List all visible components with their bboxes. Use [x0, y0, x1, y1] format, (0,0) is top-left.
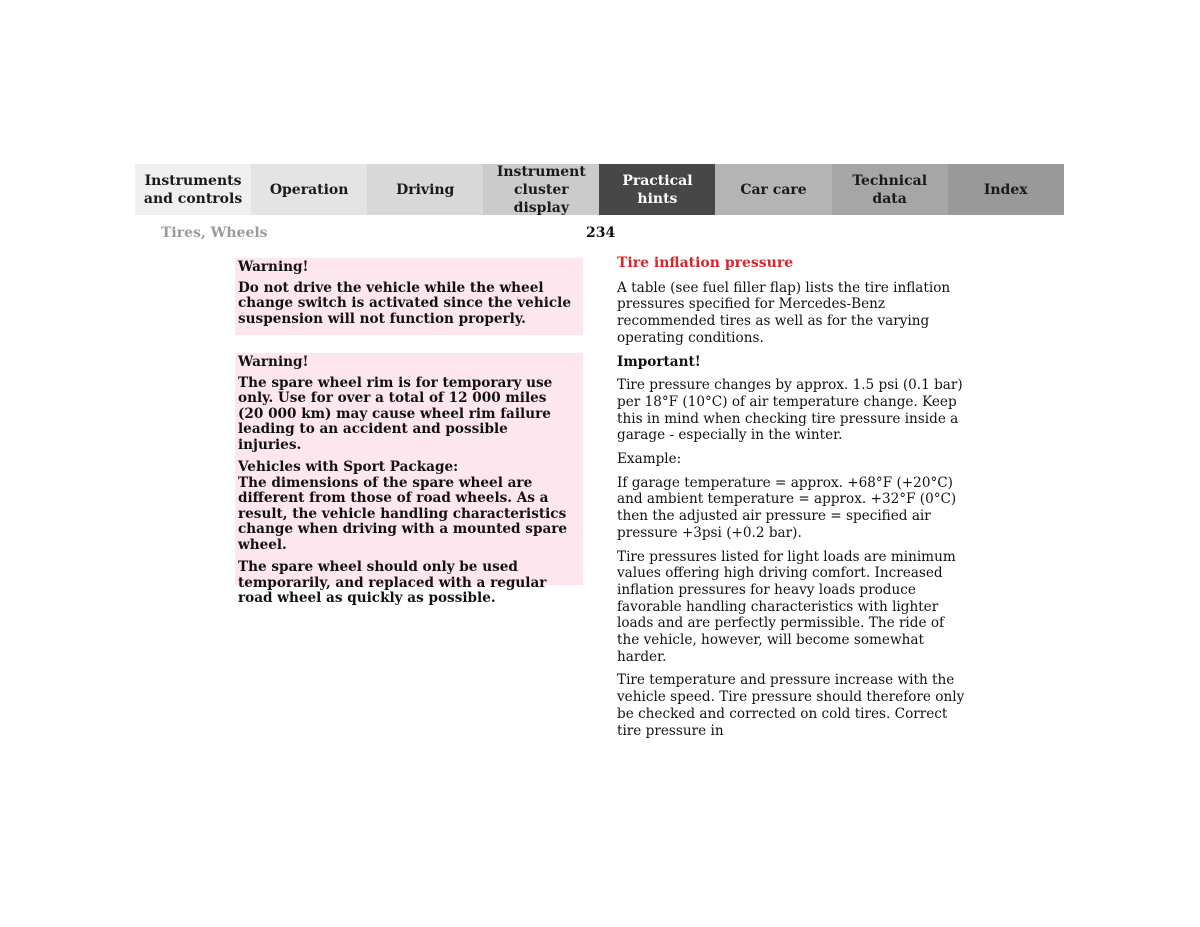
light-loads-paragraph: Tire pressures listed for light loads are minimum values offering high driving comfort. Increased inflation pressures for heavy loads produce favorable handling characteristics with lighter loads and are perfectly permissible. The ride of the vehicle, however, will become somewhat harder.	[617, 548, 956, 665]
tab-index[interactable]: Index	[948, 164, 1064, 215]
tab-car-care[interactable]: Car care	[715, 164, 831, 215]
tab-technical-data[interactable]: Technical data	[832, 164, 948, 215]
important-paragraph: Tire pressure changes by approx. 1.5 psi (0.1 bar) per 18°F (10°C) of air temperature change. Keep this in mind when checking tire pressure inside a garage - especially in the winter.	[617, 377, 963, 444]
main-content	[617, 255, 967, 746]
tab-operation[interactable]: Operation	[251, 164, 367, 215]
warning-box-spare-wheel	[235, 353, 583, 606]
warning-text: Do not drive the vehicle while the wheel change switch is activated since the vehicle suspension will not function properly.	[238, 279, 571, 327]
warning-heading: Warning!	[238, 354, 309, 370]
important-label: Important!	[617, 353, 701, 370]
tab-practical-hints[interactable]: Practical hints	[599, 164, 715, 215]
tab-instruments-and-controls[interactable]: Instruments and controls	[135, 164, 251, 215]
example-label: Example:	[617, 451, 682, 468]
temperature-paragraph: Tire temperature and pressure increase with the vehicle speed. Tire pressure should therefore only be checked and corrected on cold tires. Correct tire pressure in	[617, 672, 965, 739]
tab-instrument-cluster-display[interactable]: Instrument cluster display	[483, 164, 599, 215]
chapter-tabs	[135, 164, 1064, 215]
section-title: Tires, Wheels	[161, 225, 268, 241]
warning-text: The spare wheel should only be used temporarily, and replaced with a regular road wheel as quickly as possible.	[238, 559, 547, 606]
page-number: 234	[586, 225, 616, 241]
tab-driving[interactable]: Driving	[367, 164, 483, 215]
intro-paragraph: A table (see fuel filler flap) lists the tire inflation pressures specified for Mercedes-Benz recommended tires as well as for the varying operating conditions.	[617, 279, 951, 346]
warning-text: The spare wheel rim is for temporary use only. Use for over a total of 12 000 miles (20 000 km) may cause wheel rim failure leading to an accident and possible injuries.	[238, 374, 553, 453]
content-heading: Tire inflation pressure	[617, 255, 794, 271]
warning-text-sport-package: Vehicles with Sport Package: The dimensions of the spare wheel are different from those of road wheels. As a result, the vehicle handling characteristics change when driving with a mounted spare wheel.	[238, 459, 568, 553]
warning-box-wheel-change-switch	[235, 258, 583, 335]
warning-heading: Warning!	[238, 259, 309, 275]
example-paragraph: If garage temperature = approx. +68°F (+20°C) and ambient temperature = approx. +32°F (0°C) then the adjusted air pressure = specified air pressure +3psi (+0.2 bar).	[617, 474, 957, 541]
